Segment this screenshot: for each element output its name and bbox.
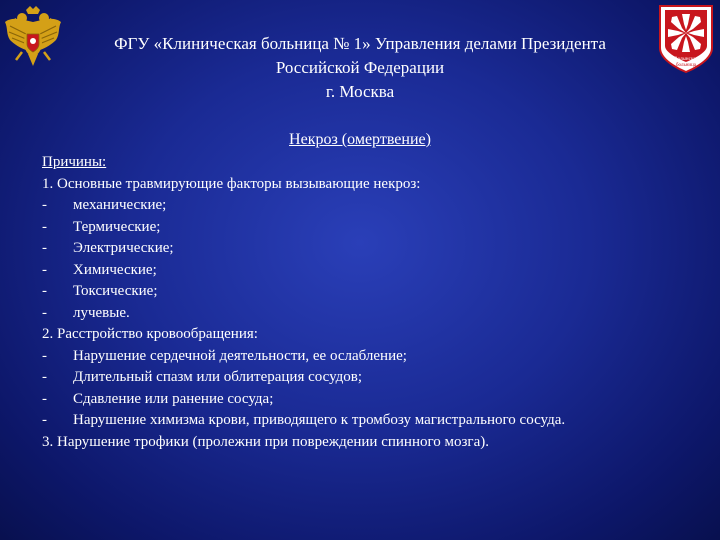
content-body [42,152,712,453]
slide-title-text: Некроз (омертвение) [289,131,431,148]
list-item: - Электрические; [42,240,174,256]
causes-label: Причины: [42,154,107,170]
header-line-1: ФГУ «Клиническая больница № 1» Управления делами Президента [114,34,606,53]
emblem-caption-line-2: больница [676,63,696,68]
emblem-caption-line-1: Волынская [674,57,698,62]
list-item: - Термические; [42,218,161,235]
section-2-heading: 2. Расстройство кровообращения: [42,326,258,342]
header-line-2: Российской Федерации [275,58,445,77]
header-line-3: г. Москва [325,82,395,101]
slide-title [0,129,720,151]
list-item: - Нарушение химизма крови, приводящего к тромбозу магистрального сосуда. [42,412,566,428]
list-item: - Нарушение сердечной деятельности, ее ослабление; [42,347,407,364]
section-1-heading: 1. Основные травмирующие факторы вызывающие некроз: [42,175,421,192]
section-3-heading: 3. Нарушение трофики (пролежни при повреждении спинного мозга). [42,433,489,450]
list-item: - Длительный спазм или облитерация сосудов; [42,369,363,385]
list-item: - лучевые. [42,304,130,321]
coat-of-arms-emblem-icon [2,4,64,72]
list-item: - Химические; [42,261,157,278]
list-item: - механические; [42,197,167,213]
list-item: - Токсические; [42,283,158,299]
organization-header [70,32,650,104]
list-item: - Сдавление или ранение сосуда; [42,390,274,407]
hospital-shield-emblem-icon [658,4,714,74]
